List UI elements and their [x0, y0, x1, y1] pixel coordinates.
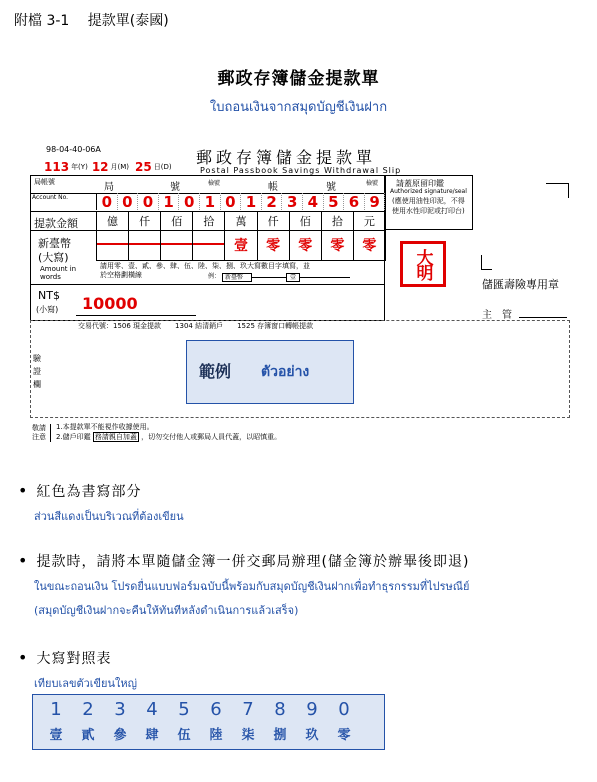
- nt-small-label: (小寫): [36, 305, 59, 314]
- verify-label: 驗證欄: [33, 354, 41, 389]
- example-zh: 範例: [199, 362, 232, 381]
- form-title: 郵政存簿儲金提款單: [196, 148, 377, 167]
- daxie-cell: 零: [354, 229, 386, 260]
- numeral-char: 壹: [49, 728, 63, 743]
- daxie-example-yi: 壹: [286, 273, 300, 282]
- daxie-label: (大寫): [38, 251, 69, 264]
- footer-label: 敬請注意: [32, 424, 46, 441]
- amount-unit: 萬: [225, 212, 257, 230]
- note-1-zh: 紅色為書寫部分: [36, 484, 142, 500]
- amount-unit: 仟: [129, 212, 161, 230]
- note-2-zh: 提款時，請將本單隨儲金簿一併交郵局辦理(儲金簿於辦畢後即退): [36, 554, 470, 570]
- nt-label: NT$: [38, 289, 60, 302]
- account-digit: 1: [200, 193, 221, 210]
- account-digit: 9: [365, 193, 386, 210]
- account-digit: 3: [282, 193, 303, 210]
- daxie-row: [30, 229, 385, 285]
- account-digit: 0: [221, 193, 242, 210]
- footer-note-2: [56, 434, 281, 441]
- daxie-strike-line: [129, 243, 160, 245]
- numeral-char: 貳: [81, 728, 95, 743]
- account-digit: 0: [118, 193, 139, 210]
- amount-unit: 仟: [258, 212, 290, 230]
- footer-note-2b: ，切勿交付他人或郵局人員代蓋，以昭慎重。: [141, 433, 282, 441]
- example-th: ตัวอย่าง: [261, 364, 310, 380]
- date-day-unit: 日(D): [153, 163, 172, 171]
- account-digit: 1: [159, 193, 180, 210]
- account-header-zhang: 帳: [268, 182, 278, 193]
- numeral-char: 捌: [273, 728, 287, 743]
- corner-mark-left: [481, 255, 492, 270]
- date-month: 12: [91, 160, 109, 174]
- numeral-digit: 3: [114, 699, 126, 720]
- amount-unit: 拾: [193, 212, 225, 230]
- units-cells: [96, 212, 386, 230]
- footer-note-1: 1.本提款單不能視作收據使用。: [56, 423, 154, 431]
- account-header-hao2: 號: [326, 182, 336, 193]
- account-digit: 5: [324, 193, 345, 210]
- example-box: [186, 340, 354, 404]
- daxie-example-label: 例：: [208, 273, 221, 280]
- amount-unit: 佰: [290, 212, 322, 230]
- seal-stamp: [400, 241, 446, 287]
- amount-units-row: [30, 211, 385, 231]
- nt-row: [30, 284, 385, 321]
- amount-unit: 億: [97, 212, 129, 230]
- account-digit: 0: [179, 193, 200, 210]
- account-digit: 4: [303, 193, 324, 210]
- form-date: [32, 159, 182, 175]
- note-1-th: ส่วนสีแดงเป็นบริเวณที่ต้องเขียน: [34, 510, 184, 523]
- account-header-check2: 檢號: [366, 180, 379, 187]
- manager-label: [482, 306, 567, 321]
- numeral-digit: 7: [242, 699, 254, 720]
- form-code: 98-04-40-06A: [46, 145, 101, 154]
- footer-note-2-highlight: 務請親自加蓋: [94, 433, 137, 441]
- amount-unit: 拾: [322, 212, 354, 230]
- form-title-en: Postal Passbook Savings Withdrawal Slip: [200, 166, 402, 175]
- note-2-th-1: ในขณะถอนเงิน โปรดยื่นแบบฟอร์มฉบับนี้พร้อมกับสมุดบัญชีเงินฝากเพื่อทำธุรกรรมที่ไปรษณีย์: [34, 580, 470, 593]
- txn-codes: 交易代號：1506 現金提款 1304 結清銷戶 1525 存簿窗口轉帳提款: [78, 322, 314, 330]
- numeral-char: 肆: [145, 728, 159, 743]
- account-digit: 1: [241, 193, 262, 210]
- numeral-digit: 4: [146, 699, 158, 720]
- account-label-zh: 局帳號: [34, 178, 55, 186]
- bullet-dot: •: [18, 481, 28, 500]
- seal-note-en: Authorized signature/seal: [390, 188, 467, 195]
- daxie-cell: 零: [290, 229, 322, 260]
- ntd-label: 新臺幣: [38, 237, 71, 250]
- date-year-unit: 年(Y): [71, 163, 88, 171]
- account-header-row: [30, 175, 385, 194]
- numeral-char: 柒: [241, 728, 255, 743]
- daxie-strike-line: [97, 243, 128, 245]
- account-digit: 2: [262, 193, 283, 210]
- page-header: [14, 10, 169, 30]
- daxie-strike-line: [193, 243, 224, 245]
- daxie-cell: [129, 229, 161, 260]
- numeral-char: 伍: [177, 728, 191, 743]
- numeral-digit: 2: [82, 699, 94, 720]
- note-1: [18, 481, 142, 501]
- numeral-char: 玖: [305, 728, 319, 743]
- corner-mark-top: [546, 183, 569, 198]
- daxie-cell: 零: [322, 229, 354, 260]
- numeral-digit: 1: [50, 699, 62, 720]
- numeral-digit: 6: [210, 699, 222, 720]
- amount-unit: 佰: [161, 212, 193, 230]
- doc-title-thai: ใบถอนเงินจากสมุดบัญชีเงินฝาก: [209, 100, 388, 115]
- account-header-hao1: 號: [170, 182, 180, 193]
- numeral-char: 參: [113, 728, 127, 743]
- daxie-cell: 壹: [225, 229, 257, 260]
- daxie-strike-line: [161, 243, 192, 245]
- daxie-example-ntd: 新臺幣: [222, 273, 252, 282]
- daxie-note: 請用零、壹、貳、參、肆、伍、陸、柒、捌、玖大寫數目字填寫，並於空格劃橫線: [100, 262, 310, 279]
- insurance-label: 儲匯壽險專用章: [482, 278, 559, 291]
- account-digits-row: [96, 193, 385, 210]
- account-digit: 0: [97, 193, 118, 210]
- page-header-title: 提款單(泰國): [87, 13, 169, 29]
- numeral-digit: 0: [338, 699, 350, 720]
- attachment-label: 附檔 3-1: [14, 13, 70, 29]
- numeral-digit: 9: [306, 699, 318, 720]
- daxie-cells: [96, 229, 386, 261]
- daxie-cell: [161, 229, 193, 260]
- bullet-dot: •: [18, 551, 28, 570]
- date-day: 25: [135, 160, 152, 174]
- numeral-digit: 5: [178, 699, 190, 720]
- numeral-chars-row: [35, 724, 375, 744]
- footer-note-2a: 2.儲戶印鑑: [56, 433, 91, 441]
- daxie-example: [208, 273, 384, 282]
- numeral-digit: 8: [274, 699, 286, 720]
- amount-unit: 元: [354, 212, 386, 230]
- seal-note-box: [385, 175, 473, 230]
- amount-words-en: Amount in words: [40, 265, 77, 281]
- footer-bracket: [50, 424, 55, 442]
- note-3: [18, 648, 112, 668]
- numeral-char: 陸: [209, 728, 223, 743]
- note-3-zh: 大寫對照表: [36, 651, 112, 667]
- note-2: [18, 551, 469, 571]
- bullet-dot: •: [18, 648, 28, 667]
- note-3-th: เทียบเลขตัวเขียนใหญ่: [34, 677, 138, 690]
- date-month-unit: 月(M): [110, 163, 130, 171]
- daxie-cell: [193, 229, 225, 260]
- account-digit: 6: [344, 193, 365, 210]
- numeral-char: 零: [337, 728, 351, 743]
- note-2-th-2: (สมุดบัญชีเงินฝากจะคืนให้ทันทีหลังดำเนินการแล้วเสร็จ): [34, 604, 299, 617]
- amount-label: 提款金額: [34, 217, 78, 230]
- account-label-en: Account No.: [32, 194, 69, 201]
- manager-label-text: 主 管: [482, 310, 512, 321]
- seal-chars: 大明: [412, 249, 433, 279]
- numeral-digits-row: [35, 699, 375, 721]
- nt-value-underline: [76, 315, 196, 316]
- account-digit: 0: [138, 193, 159, 210]
- doc-title: 郵政存簿儲金提款單: [217, 69, 380, 89]
- seal-note-zh: 請蓋原留印鑑: [396, 179, 444, 188]
- date-year: 113: [44, 160, 70, 174]
- numeral-table: [32, 694, 385, 750]
- account-header-check1: 檢號: [208, 180, 221, 187]
- account-header-ju: 局: [104, 182, 114, 193]
- seal-note-zh2: (應使用油性印泥，不得使用水性印泥或打印台): [392, 197, 465, 215]
- daxie-cell: 零: [258, 229, 290, 260]
- nt-value: 10000: [82, 294, 138, 313]
- daxie-cell: [97, 229, 129, 260]
